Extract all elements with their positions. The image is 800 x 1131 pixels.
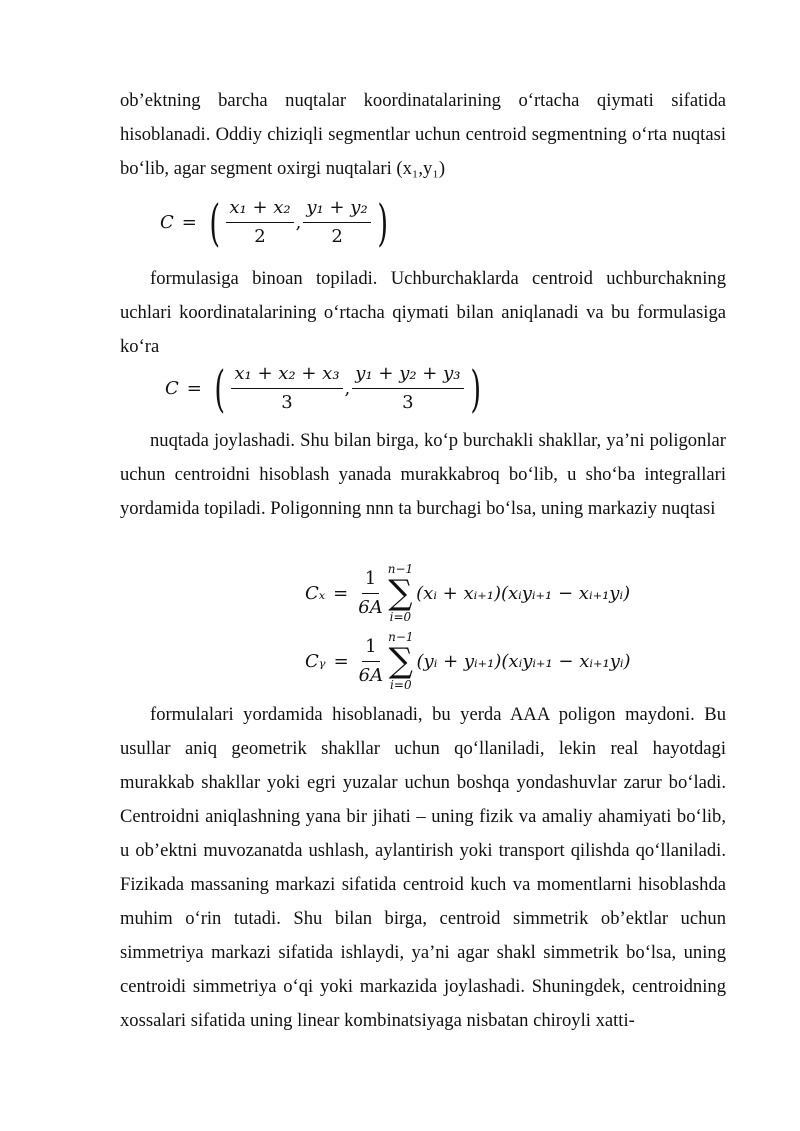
sum-upper-limit: n−1 xyxy=(387,562,414,576)
fraction-denominator: 6A xyxy=(358,664,384,686)
fraction-coefficient xyxy=(359,635,383,688)
sigma-symbol: ∑ xyxy=(388,641,413,681)
formula-lhs: C xyxy=(160,212,174,233)
formula-lhs: C xyxy=(165,378,179,399)
paragraph-4: formulalari yordamida hisoblanadi, bu yerda AAA poligon maydoni. Bu usullar aniq geometrik shakllar uchun qo‘llaniladi, lekin real hayotdagi murakkab shakllar yoki egri yuzalar uchun boshqa yondashuvlar zarur bo‘ladi. Centroidni aniqlashning yana bir jihati – uning fizik va amaliy ahamiyati bo‘lib, u ob’ektni muvozanatda ushlash, aylantirish yoki transport qilishda qo‘llaniladi. Fizikada massaning markazi sifatida centroid kuch va momentlarni hisoblashda muhim o‘rin tutadi. Shu bilan birga, centroid simmetrik ob’ektlar uchun simmetriya markazi sifatida ishlaydi, ya’ni agar shakl simmetrik bo‘lsa, uning centroidi simmetriya o‘qi yoki markazida joylashadi. Shuningdek, centroidning xossalari sifatida uning linear kombinatsiyaga nisbatan chiroyli xatti- xyxy=(120,704,726,1031)
sum-lower-limit: i=0 xyxy=(390,678,412,692)
comma: , xyxy=(295,212,302,233)
fraction-denominator: 2 xyxy=(254,226,266,247)
equals-sign: = xyxy=(181,212,197,233)
fraction-y xyxy=(303,196,370,249)
formula-cx xyxy=(305,562,630,624)
fraction-coefficient xyxy=(358,567,382,620)
right-paren: ) xyxy=(377,193,388,252)
fraction-denominator: 3 xyxy=(281,392,293,413)
formula-triangle-centroid xyxy=(165,359,485,418)
summation-sign xyxy=(388,562,413,624)
summation-sign xyxy=(388,630,413,692)
formula-cy xyxy=(305,630,631,692)
left-paren: ( xyxy=(209,193,220,252)
paragraph-3: nuqtada joylashadi. Shu bilan birga, ko‘p burchakli shakllar, ya’ni poligonlar uchun centroidni hisoblash yanada murakkabroq bo‘lib, u sho‘ba integrallari yordamida topiladi. Poligonning nnn ta burchagi bo‘lsa, uning markaziy nuqtasi xyxy=(120,430,726,519)
fraction-numerator: x₁ + x₂ + x₃ xyxy=(231,362,342,389)
equals-sign: = xyxy=(333,650,349,672)
fraction-denominator: 2 xyxy=(331,226,343,247)
sum-upper-limit: n−1 xyxy=(388,630,414,644)
formula-lhs: Cᵧ xyxy=(305,650,326,672)
paragraph-2: formulasiga binoan topiladi. Uchburchaklarda centroid uchburchakning uchlari koordinatalarining o‘rtacha qiymati bilan aniqlanadi va bu formulasiga ko‘ra xyxy=(120,268,726,357)
formula-segment-centroid xyxy=(160,193,392,252)
summation-body: (xᵢ + xᵢ₊₁)(xᵢyᵢ₊₁ − xᵢ₊₁yᵢ) xyxy=(416,582,631,604)
formula-lhs: Cₓ xyxy=(305,582,326,604)
fraction-denominator: 6A xyxy=(358,596,383,618)
fraction-numerator: y₁ + y₂ xyxy=(303,196,370,223)
fraction-y xyxy=(352,362,463,415)
paragraph-1: ob’ektning barcha nuqtalar koordinatalarining o‘rtacha qiymati sifatida hisoblanadi. Oddiy chiziqli segmentlar uchun centroid segmentning o‘rta nuqtasi bo‘lib, agar segment oxirgi nuqtalari (x₁,y₁) xyxy=(120,90,726,179)
fraction-numerator: x₁ + x₂ xyxy=(226,196,293,223)
left-paren: ( xyxy=(214,359,225,418)
fraction-x xyxy=(226,196,293,249)
equals-sign: = xyxy=(186,378,202,399)
fraction-numerator: 1 xyxy=(362,635,379,662)
right-paren: ) xyxy=(469,359,481,418)
summation-body: (yᵢ + yᵢ₊₁)(xᵢyᵢ₊₁ − xᵢ₊₁yᵢ) xyxy=(416,650,631,672)
sum-lower-limit: i=0 xyxy=(389,610,412,624)
fraction-denominator: 3 xyxy=(402,392,414,413)
sigma-symbol: ∑ xyxy=(388,573,413,613)
comma: , xyxy=(344,378,351,399)
equals-sign: = xyxy=(333,582,349,604)
fraction-numerator: 1 xyxy=(362,567,379,594)
fraction-x xyxy=(231,362,342,415)
fraction-numerator: y₁ + y₂ + y₃ xyxy=(352,362,463,389)
